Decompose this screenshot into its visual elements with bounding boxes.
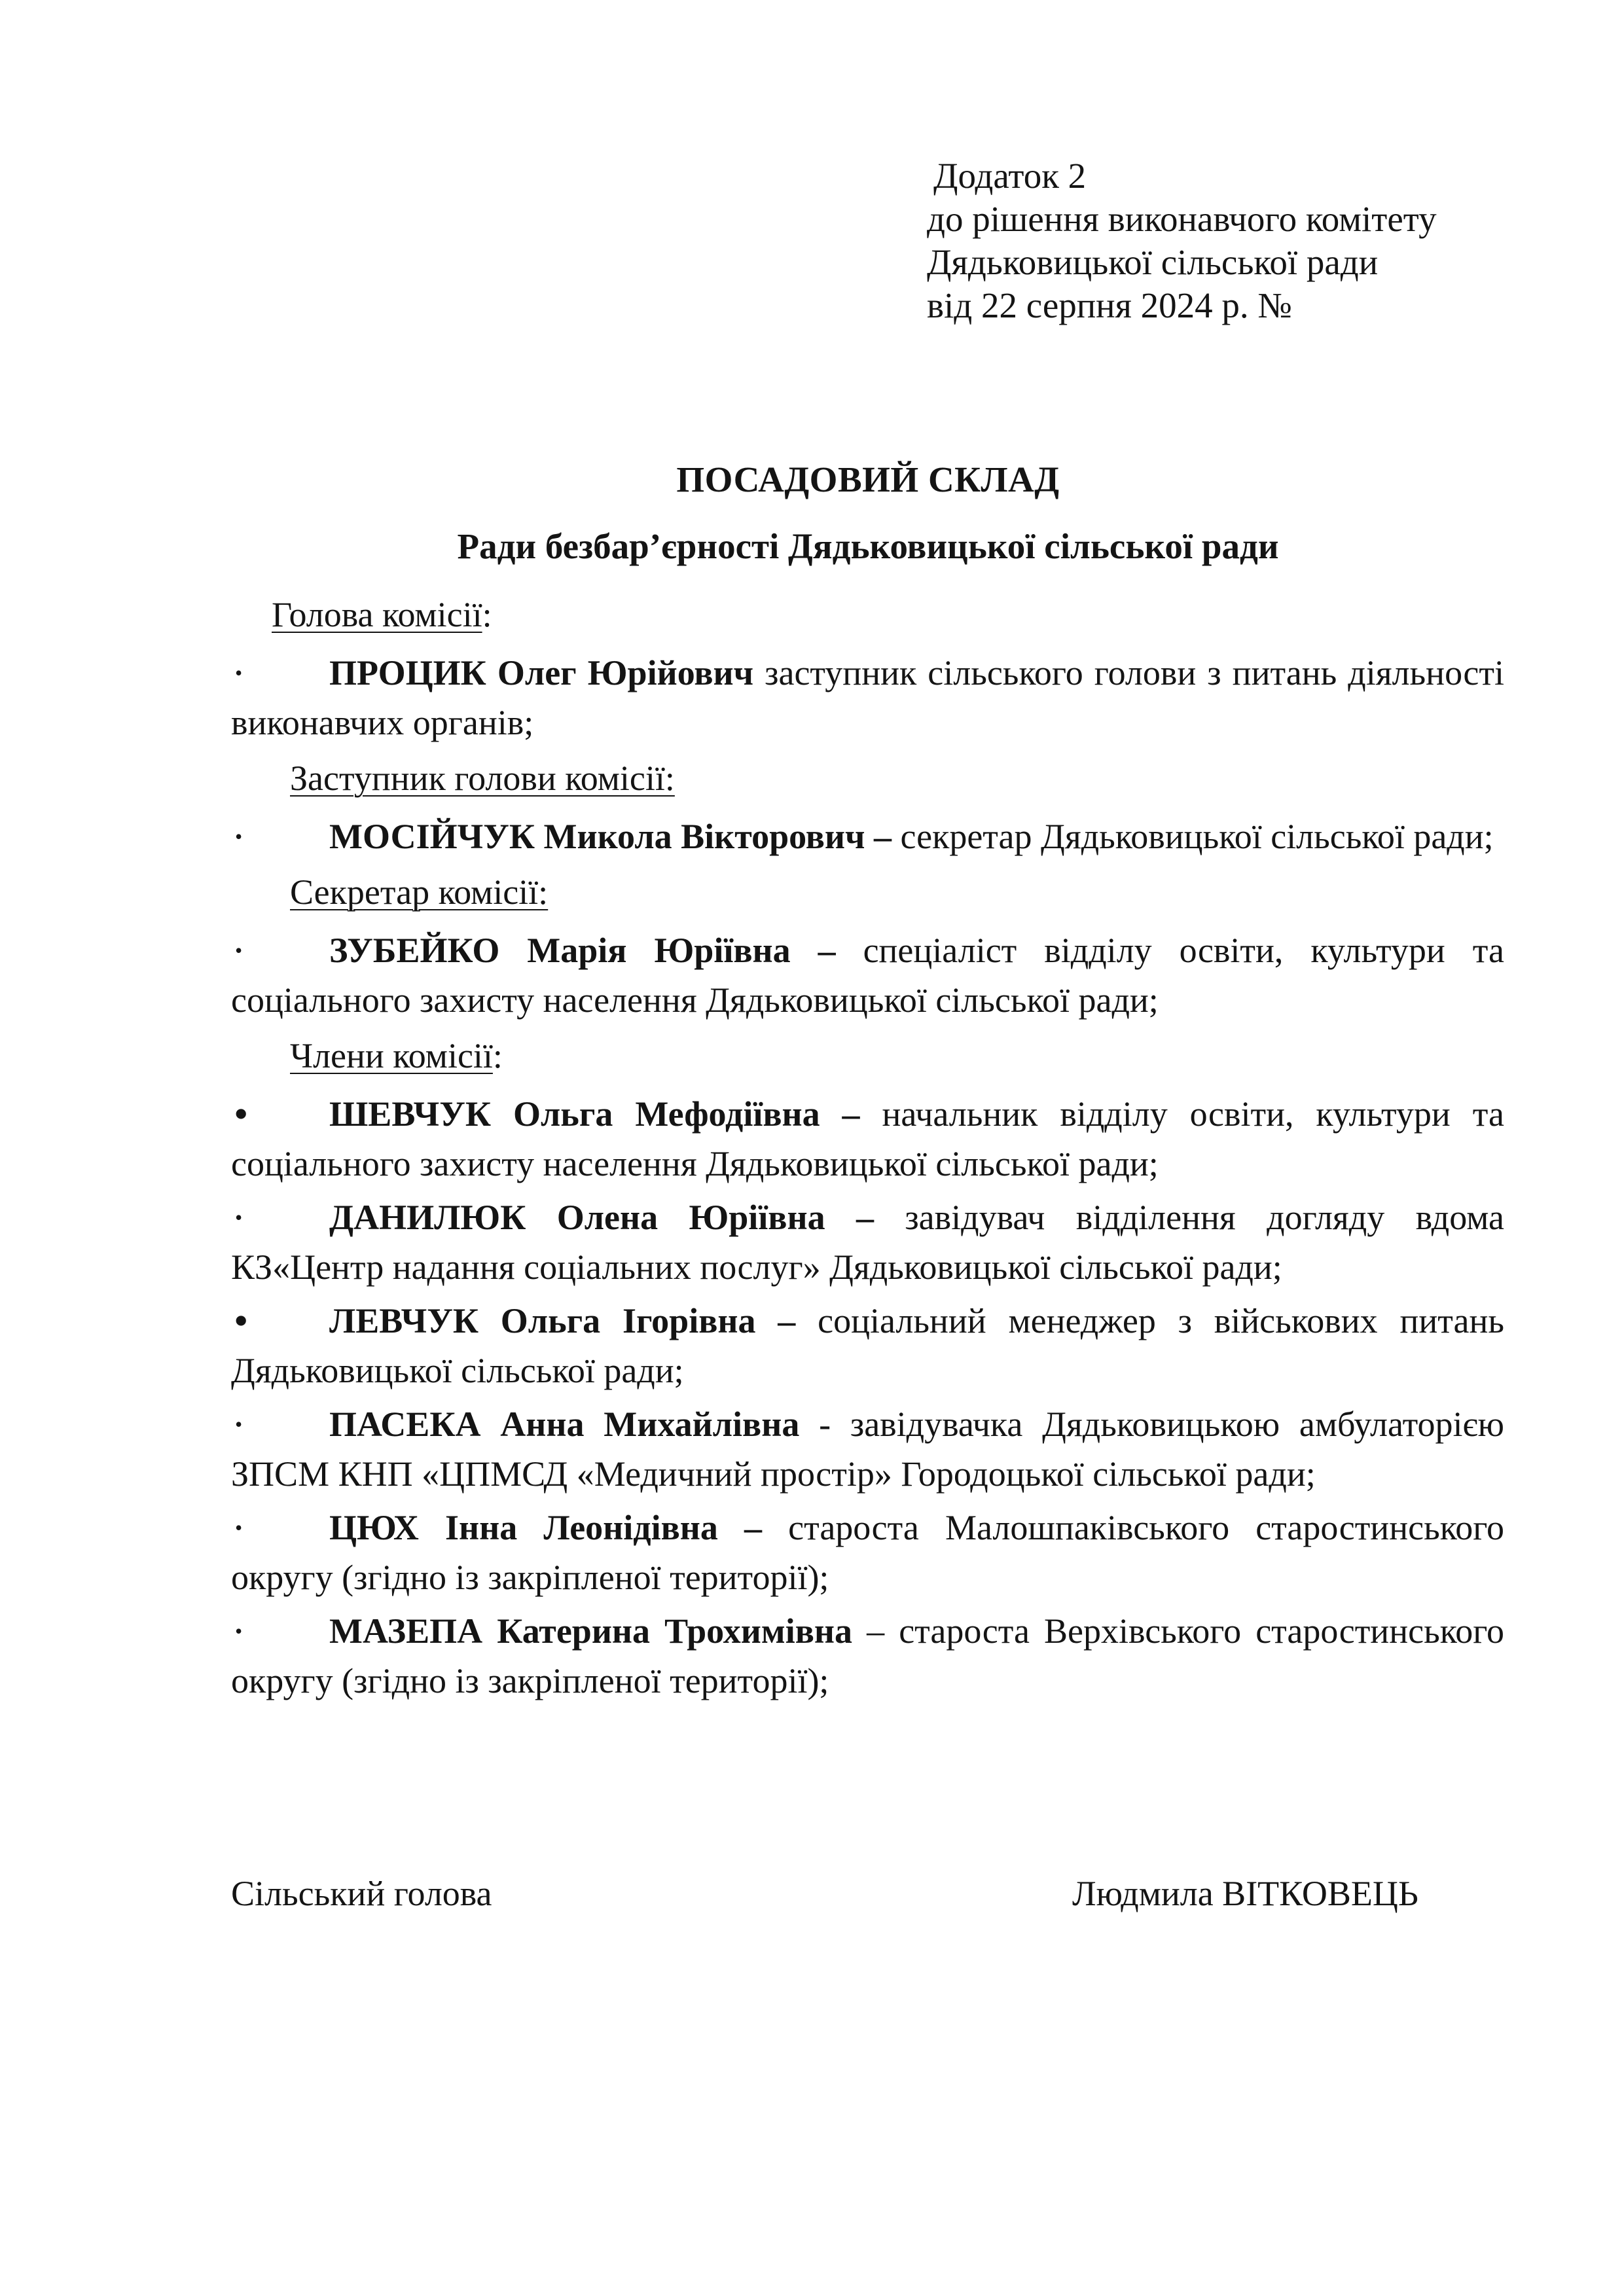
- list-item-member: [231, 1606, 1504, 1706]
- member-role: соціальний менеджер з військових питань Дядьковицької сільської ради;: [231, 1301, 1504, 1390]
- chair-heading: [231, 593, 1504, 636]
- list-item-deputy: [231, 812, 1504, 861]
- members-heading-colon: :: [492, 1036, 503, 1075]
- secretary-heading: [231, 870, 1504, 914]
- secretary-heading-text: Секретар комісії:: [290, 872, 549, 912]
- bullet-icon: •: [235, 825, 243, 848]
- list-item-member: [231, 1503, 1504, 1602]
- member-role: секретар Дядьковицької сільської ради;: [892, 817, 1494, 856]
- member-role: староста Малошпаківського старостинського округу (згідно із закріпленої території);: [231, 1508, 1504, 1597]
- bullet-icon: •: [235, 939, 243, 962]
- document-subtitle: Ради безбар’єрності Дядьковицької сільської ради: [457, 526, 1279, 566]
- member-name: ЛЕВЧУК Ольга Ігорівна –: [329, 1301, 796, 1340]
- member-name: МОСІЙЧУК Микола Вікторович –: [329, 817, 892, 856]
- member-name: ШЕВЧУК Ольга Мефодіївна –: [329, 1094, 860, 1134]
- signature-name: Людмила ВІТКОВЕЦЬ: [1072, 1874, 1418, 1913]
- signature-position: Сільський голова: [231, 1874, 492, 1913]
- member-name: МАЗЕПА Катерина Трохимівна: [329, 1611, 852, 1651]
- member-role: завідувач відділення догляду вдома КЗ«Центр надання соціальних послуг» Дядьковицької сільської ради;: [231, 1198, 1504, 1287]
- bullet-icon: •: [235, 1206, 243, 1229]
- list-item-member: [231, 1399, 1504, 1499]
- appendix-number: Додаток 2: [933, 156, 1087, 196]
- member-name: ДАНИЛЮК Олена Юріївна –: [329, 1198, 874, 1237]
- chair-heading-text: Голова комісії: [272, 595, 482, 634]
- document-body: [231, 593, 1504, 1710]
- members-heading: [231, 1034, 1504, 1077]
- deputy-heading: [231, 757, 1504, 800]
- members-heading-text: Члени комісії: [290, 1036, 493, 1075]
- member-role: спеціаліст відділу освіти, культури та соціального захисту населення Дядьковицької сільської ради;: [231, 931, 1504, 1020]
- bullet-icon: •: [235, 1412, 243, 1436]
- bullet-icon: •: [234, 1297, 249, 1344]
- member-name: ЦЮХ Інна Леонідівна –: [329, 1508, 762, 1547]
- appendix-decision-ref: до рішення виконавчого комітету: [927, 199, 1437, 239]
- member-name: ЗУБЕЙКО Марія Юріївна –: [329, 931, 836, 970]
- appendix-header: [927, 154, 1581, 327]
- member-name: ПАСЕКА Анна Михайлівна: [329, 1405, 800, 1444]
- list-item-member: [231, 1089, 1504, 1189]
- chair-heading-colon: :: [482, 595, 492, 634]
- list-item-member: [231, 1193, 1504, 1292]
- member-role: начальник відділу освіти, культури та соціального захисту населення Дядьковицької сільської ради;: [231, 1094, 1504, 1183]
- bullet-icon: •: [234, 1090, 249, 1137]
- list-item-chair: [231, 648, 1504, 747]
- deputy-heading-text: Заступник голови комісії:: [290, 759, 675, 798]
- appendix-council-name: Дядьковицької сільської ради: [927, 242, 1379, 282]
- bullet-icon: •: [235, 1516, 243, 1539]
- member-name: ПРОЦИК Олег Юрійович: [329, 653, 754, 692]
- list-item-member: [231, 1296, 1504, 1395]
- member-role: - завідувачка Дядьковицькою амбулаторією ЗПСМ КНП «ЦПМСД «Медичний простір» Городоцької сільської ради;: [231, 1405, 1504, 1494]
- appendix-date: від 22 серпня 2024 р. №: [927, 285, 1292, 325]
- bullet-icon: •: [235, 1619, 243, 1643]
- document-title: ПОСАДОВИЙ СКЛАД: [676, 459, 1060, 499]
- member-role: – староста Верхівського старостинського округу (згідно із закріпленої території);: [231, 1611, 1504, 1700]
- member-role: заступник сільського голови з питань діяльності виконавчих органів;: [231, 653, 1504, 742]
- bullet-icon: •: [235, 661, 243, 685]
- list-item-secretary: [231, 925, 1504, 1025]
